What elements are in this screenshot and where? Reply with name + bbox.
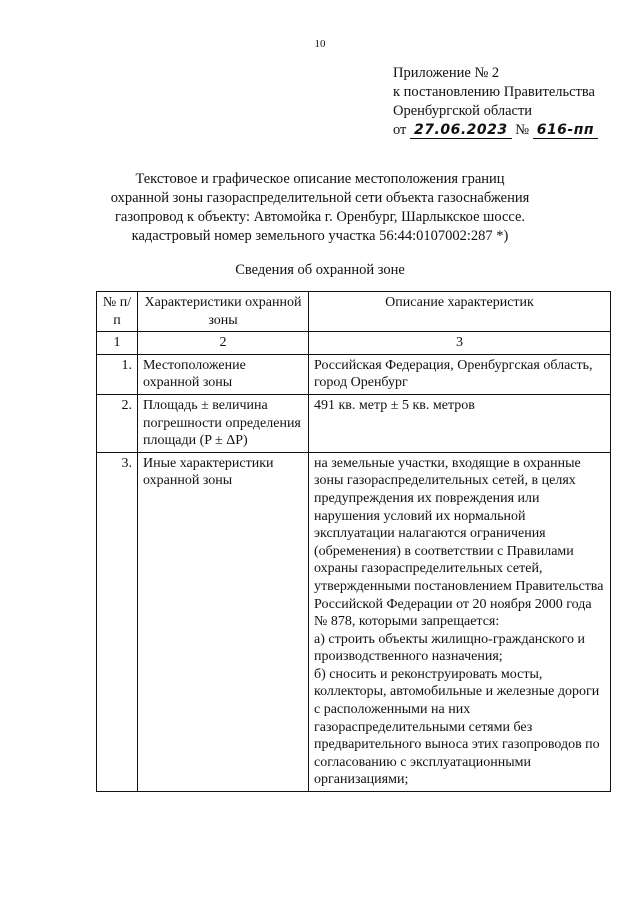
handwritten-date: 27.06.2023 bbox=[410, 122, 512, 139]
row-characteristic: Местоположение охранной зоны bbox=[138, 354, 309, 394]
column-number-row bbox=[97, 332, 611, 355]
restrictions-intro: на земельные участки, входящие в охранные зоны газораспределительных сетей, в целях предупреждения их повреждения или нарушения условий их нормальной эксплуатации налагаются ограничения (обременения) в соответствии с Правилами охраны газораспределительных сетей, утвержденными постановлением Правительства Российской Федерации от 20 ноября 2000 года № 878, которыми запрещается: bbox=[314, 455, 604, 630]
column-number-3: 3 bbox=[309, 332, 611, 355]
appendix-block bbox=[393, 64, 598, 140]
column-number-2: 2 bbox=[138, 332, 309, 355]
section-title: Сведения об охранной зоне bbox=[235, 262, 405, 278]
header-number: № п/п bbox=[97, 292, 138, 332]
header-description: Описание характеристик bbox=[309, 292, 611, 332]
header-characteristics: Характеристики охранной зоны bbox=[138, 292, 309, 332]
row-number: 1. bbox=[97, 354, 138, 394]
column-number-1: 1 bbox=[97, 332, 138, 355]
number-sign: № bbox=[515, 122, 530, 138]
table-row bbox=[97, 354, 611, 394]
zone-info-table bbox=[96, 291, 611, 792]
title-line-1: Текстовое и графическое описание местоположения границ bbox=[135, 171, 505, 187]
appendix-date-line bbox=[393, 121, 598, 140]
page-number: 10 bbox=[314, 38, 326, 50]
appendix-line-1: Приложение № 2 bbox=[393, 65, 500, 81]
row-characteristic: Площадь ± величина погрешности определения площади (P ± ΔP) bbox=[138, 394, 309, 452]
title-line-2: охранной зоны газораспределительной сети объекта газоснабжения bbox=[110, 190, 530, 206]
appendix-line-3: Оренбургской области bbox=[393, 103, 533, 119]
restriction-item-a: а) строить объекты жилищно-гражданского и производственного назначения; bbox=[314, 631, 585, 665]
row-description: 491 кв. метр ± 5 кв. метров bbox=[309, 394, 611, 452]
row-number: 3. bbox=[97, 452, 138, 791]
appendix-from: от bbox=[393, 122, 407, 138]
handwritten-number: 616-пп bbox=[533, 122, 598, 139]
title-line-3: газопровод к объекту: Автомойка г. Оренбург, Шарлыкское шоссе. bbox=[114, 209, 526, 225]
row-number: 2. bbox=[97, 394, 138, 452]
title-line-4: кадастровый номер земельного участка 56:44:0107002:287 *) bbox=[131, 228, 509, 244]
row-description bbox=[309, 452, 611, 791]
row-characteristic: Иные характеристики охранной зоны bbox=[138, 452, 309, 791]
restriction-item-b: б) сносить и реконструировать мосты, коллекторы, автомобильные и железные дороги с расположенными на них газораспределительными сетями без предварительного выноса этих газопроводов по согласованию с эксплуатационными организациями; bbox=[314, 666, 600, 788]
document-title bbox=[0, 170, 640, 246]
table-row bbox=[97, 452, 611, 791]
row-description: Российская Федерация, Оренбургская область, город Оренбург bbox=[309, 354, 611, 394]
table-row bbox=[97, 394, 611, 452]
appendix-line-2: к постановлению Правительства bbox=[393, 84, 595, 100]
table-header-row bbox=[97, 292, 611, 332]
